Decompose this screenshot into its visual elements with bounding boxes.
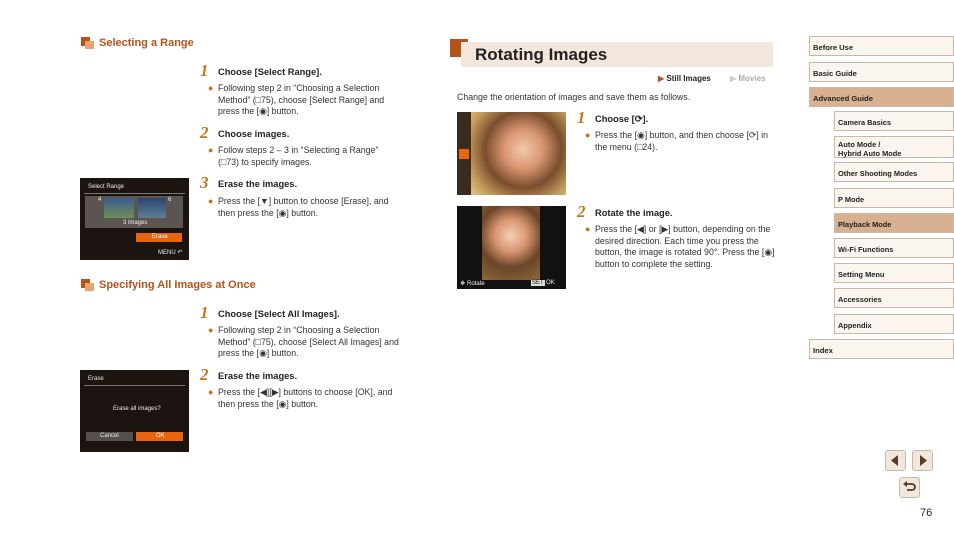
nav-tab-advanced-guide[interactable]: Advanced Guide: [809, 87, 954, 107]
nav-sub-auto-mode[interactable]: Auto Mode / Hybrid Auto Mode: [834, 136, 954, 158]
play-arrow-icon: ▶: [730, 74, 737, 83]
step-title: Choose [Select All Images].: [218, 309, 340, 319]
nav-sub-appendix[interactable]: Appendix: [834, 314, 954, 334]
step-title: Erase the images.: [218, 371, 298, 381]
step-number: 2: [200, 365, 209, 384]
step-number: 1: [200, 303, 209, 322]
camera-screen-rotate-image: [457, 206, 566, 289]
nav-tab-before-use[interactable]: Before Use: [809, 36, 954, 56]
section-icon: [81, 37, 94, 49]
prev-page-button[interactable]: [885, 450, 906, 471]
step-text: ● Press the [◉] button, and then choose [⟳] in the menu (□24).: [585, 130, 769, 152]
cancel-button[interactable]: Cancel: [86, 432, 133, 441]
nav-sub-camera-basics[interactable]: Camera Basics: [834, 111, 954, 131]
section-title-selecting-range: Selecting a Range: [99, 37, 194, 49]
step-number: 1: [200, 61, 209, 80]
nav-sub-playback-mode[interactable]: Playback Mode: [834, 213, 954, 233]
arrow-left-icon: [886, 451, 905, 470]
step-number: 2: [200, 123, 209, 142]
camera-screen-select-range: [80, 178, 189, 260]
image-count: 3 images: [123, 220, 148, 226]
ok-label: OK: [546, 280, 555, 286]
screen-header: Erase: [88, 376, 104, 382]
range-start-number: 4: [98, 197, 102, 203]
nav-sub-wifi-functions[interactable]: Wi-Fi Functions: [834, 238, 954, 258]
step-title: Choose [⟳].: [595, 114, 649, 124]
intro-text: Change the orientation of images and save them as follows.: [457, 92, 691, 102]
range-end-number: 6: [168, 197, 172, 203]
nav-tab-index[interactable]: Index: [809, 339, 954, 359]
ok-button[interactable]: OK: [136, 432, 183, 441]
erase-question: Erase all images?: [113, 406, 161, 412]
step-text: ● Press the [◀][▶] buttons to choose [OK], and then press the [◉] button.: [208, 387, 393, 409]
step-title: Choose [Select Range].: [218, 67, 322, 77]
arrow-right-icon: [913, 451, 932, 470]
mode-movies: ▶ Movies: [730, 74, 766, 83]
step-number: 1: [577, 108, 586, 127]
rotate-hint: ❖ Rotate: [460, 281, 485, 287]
step-text: ● Press the [◀] or [▶] button, depending on the desired direction. Each time you press the button, the image is rotated 90°. Press the [◉] button to complete the setting.: [585, 224, 775, 269]
section-icon: [81, 279, 94, 291]
nav-sub-accessories[interactable]: Accessories: [834, 288, 954, 308]
step-number: 2: [577, 202, 586, 221]
mode-still-images: ▶ Still Images: [658, 74, 711, 83]
return-arrow-icon: [900, 478, 919, 497]
nav-sub-setting-menu[interactable]: Setting Menu: [834, 263, 954, 283]
step-title: Erase the images.: [218, 179, 298, 189]
return-button[interactable]: [899, 477, 920, 498]
section-title-specifying-all: Specifying All Images at Once: [99, 279, 256, 291]
step-title: Choose images.: [218, 129, 290, 139]
page-number: 76: [920, 507, 933, 519]
step-text: ● Follow steps 2 – 3 in “Selecting a Range” (□73) to specify images.: [208, 145, 379, 167]
rotate-icon: [459, 149, 469, 159]
camera-screen-erase-all: [80, 370, 189, 452]
play-arrow-icon: ▶: [658, 74, 665, 83]
camera-screen-rotate-menu: [457, 112, 566, 195]
step-number: 3: [200, 173, 209, 192]
step-text: ● Press the [▼] button to choose [Erase], and then press the [◉] button.: [208, 196, 389, 218]
erase-button[interactable]: Erase: [136, 233, 182, 242]
step-title: Rotate the image.: [595, 208, 673, 218]
step-text: ● Following step 2 in “Choosing a Selection Method” (□75), choose [Select Range] and press the [◉] button.: [208, 83, 385, 117]
nav-tab-basic-guide[interactable]: Basic Guide: [809, 62, 954, 82]
nav-sub-p-mode[interactable]: P Mode: [834, 188, 954, 208]
nav-sub-other-shooting-modes[interactable]: Other Shooting Modes: [834, 162, 954, 182]
step-text: ● Following step 2 in “Choosing a Selection Method” (□75), choose [Select All Images] and press the [◉] button.: [208, 325, 399, 359]
screen-header: Select Range: [88, 184, 125, 190]
menu-back-hint: MENU ↶: [158, 250, 183, 256]
set-button-label: SET: [532, 280, 544, 286]
next-page-button[interactable]: [912, 450, 933, 471]
page-title: Rotating Images: [475, 45, 608, 64]
